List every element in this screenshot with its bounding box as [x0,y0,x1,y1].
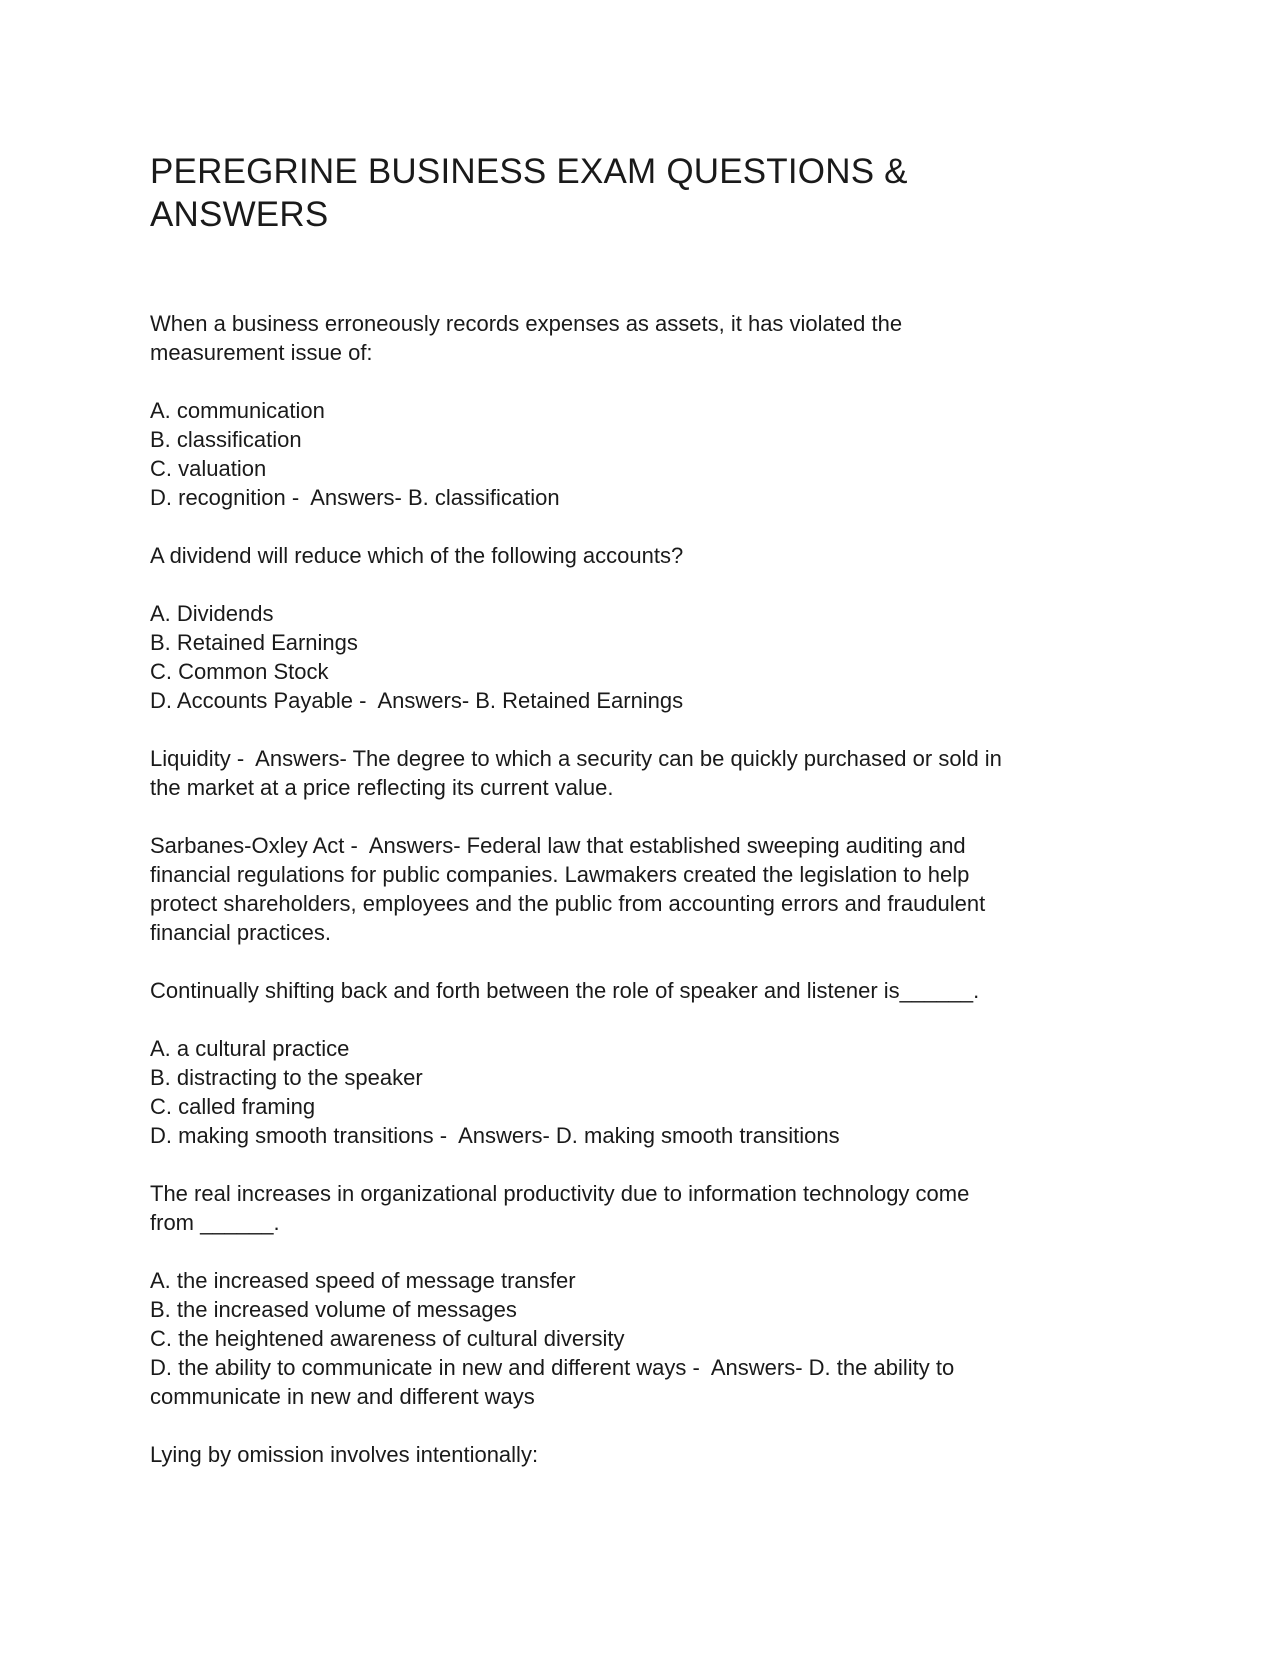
answer-option: C. the heightened awareness of cultural diversity [150,1326,625,1351]
block-spacer [150,512,1130,541]
answer-option: D. Accounts Payable - Answers- B. Retained Earnings [150,688,684,713]
answer-option: C. Common Stock [150,659,329,684]
answer-option: A. communication [150,398,325,423]
question-line: Lying by omission involves intentionally: [150,1442,539,1467]
answer-option: B. the increased volume of messages [150,1297,517,1322]
document-title [150,150,1130,236]
document-page [150,150,1130,1469]
answer-option: A. Dividends [150,601,274,626]
question-options-spacer [150,367,1130,396]
answer-option: B. distracting to the speaker [150,1065,423,1090]
block-spacer [150,1150,1130,1179]
qa-block [150,744,1130,802]
question-line: protect shareholders, employees and the public from accounting errors and fraudulent [150,891,986,916]
qa-block [150,1440,1130,1469]
block-spacer [150,715,1130,744]
question-options-spacer [150,570,1130,599]
answer-option: A. the increased speed of message transfer [150,1268,576,1293]
qa-block [150,831,1130,947]
title-line-1: PEREGRINE BUSINESS EXAM QUESTIONS & [150,152,908,191]
question-line: financial practices. [150,920,331,945]
qa-block [150,976,1130,1150]
question-options-spacer [150,1005,1130,1034]
qa-list [150,309,1130,1469]
answer-option: B. classification [150,427,302,452]
answer-option: D. making smooth transitions - Answers- D. making smooth transitions [150,1123,840,1148]
answer-option: B. Retained Earnings [150,630,358,655]
question-line: The real increases in organizational productivity due to information technology come [150,1181,970,1206]
question-line: Continually shifting back and forth between the role of speaker and listener is______. [150,978,980,1003]
title-line-2: ANSWERS [150,195,329,234]
question-line: When a business erroneously records expenses as assets, it has violated the [150,311,903,336]
question-line: from ______. [150,1210,280,1235]
block-spacer [150,1411,1130,1440]
question-line: measurement issue of: [150,340,373,365]
block-spacer [150,947,1130,976]
qa-block [150,541,1130,715]
answer-option: C. called framing [150,1094,316,1119]
question-options-spacer [150,1237,1130,1266]
question-line: the market at a price reflecting its current value. [150,775,614,800]
block-spacer [150,802,1130,831]
qa-block [150,309,1130,512]
question-line: A dividend will reduce which of the following accounts? [150,543,684,568]
answer-option: C. valuation [150,456,267,481]
answer-option: communicate in new and different ways [150,1384,535,1409]
answer-option: D. the ability to communicate in new and different ways - Answers- D. the ability to [150,1355,955,1380]
answer-option: A. a cultural practice [150,1036,350,1061]
qa-block [150,1179,1130,1411]
question-line: Liquidity - Answers- The degree to which a security can be quickly purchased or sold in [150,746,1002,771]
question-line: financial regulations for public companies. Lawmakers created the legislation to help [150,862,970,887]
question-line: Sarbanes-Oxley Act - Answers- Federal law that established sweeping auditing and [150,833,966,858]
answer-option: D. recognition - Answers- B. classification [150,485,560,510]
